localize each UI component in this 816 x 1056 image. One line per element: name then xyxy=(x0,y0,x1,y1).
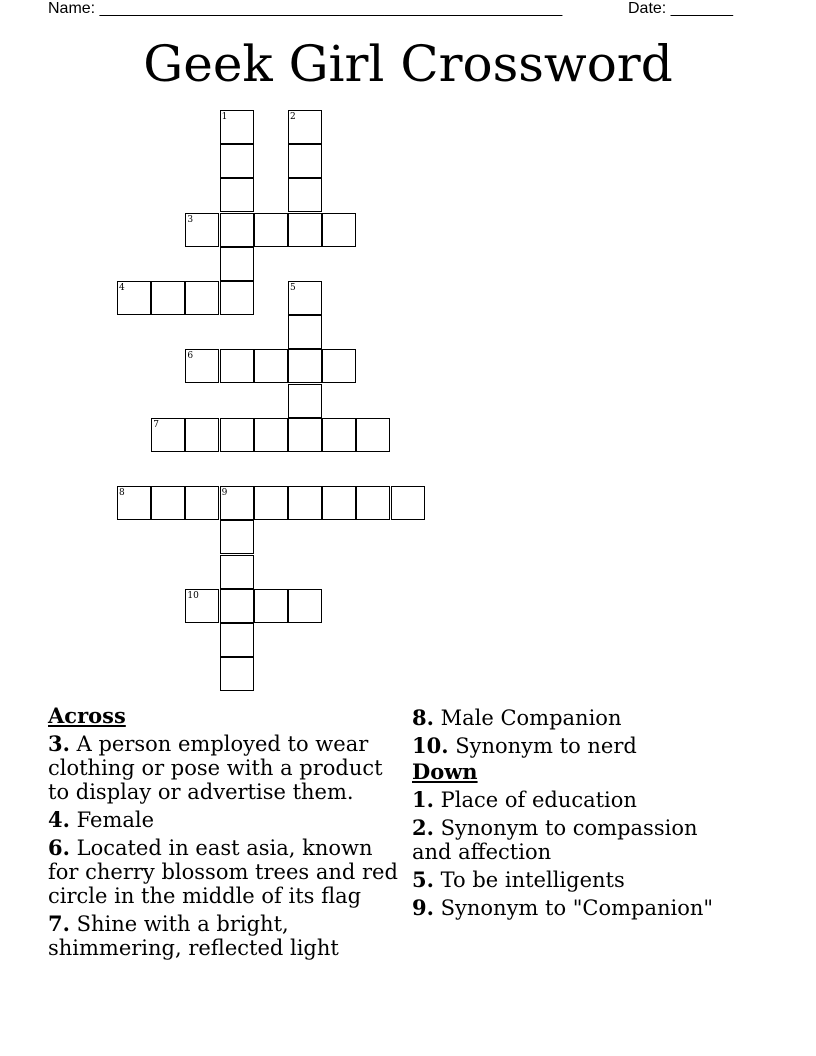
crossword-cell[interactable] xyxy=(322,213,356,247)
crossword-cell[interactable] xyxy=(220,657,254,691)
down-heading: Down xyxy=(412,759,478,784)
clue-item xyxy=(412,706,752,730)
down-clue-list xyxy=(412,788,752,920)
crossword-cell[interactable] xyxy=(220,349,254,383)
clue-text: Female xyxy=(76,808,155,832)
clues-right-column xyxy=(412,702,752,920)
crossword-cell[interactable] xyxy=(254,349,288,383)
clue-text: Place of education xyxy=(440,788,637,812)
clue-text: Located in east asia, known xyxy=(76,836,373,860)
clue-text: A person employed to wear xyxy=(76,732,369,756)
crossword-cell[interactable] xyxy=(185,281,219,315)
clue-text: circle in the middle of its flag xyxy=(48,884,362,908)
clue-item xyxy=(412,896,752,920)
crossword-cell[interactable] xyxy=(220,144,254,178)
clue-text-line xyxy=(412,840,752,864)
cell-number: 10 xyxy=(187,590,199,601)
clue-text: and affection xyxy=(412,840,552,864)
clue-text-line xyxy=(48,860,400,884)
date-field-label: Date: _______ xyxy=(628,0,733,17)
clue-text: Synonym to compassion xyxy=(440,816,698,840)
crossword-cell[interactable] xyxy=(322,486,356,520)
crossword-cell[interactable] xyxy=(288,486,322,520)
clue-number: 4. xyxy=(48,807,70,832)
crossword-cell[interactable] xyxy=(254,418,288,452)
clue-text-line xyxy=(48,756,400,780)
crossword-cell[interactable] xyxy=(185,418,219,452)
clue-item xyxy=(412,734,752,758)
clue-number: 9. xyxy=(412,895,434,920)
clues-left-column xyxy=(48,702,400,960)
clue-number: 1. xyxy=(412,787,434,812)
clue-item xyxy=(412,788,752,812)
crossword-cell[interactable] xyxy=(288,349,322,383)
clue-number: 8. xyxy=(412,705,434,730)
crossword-cell[interactable] xyxy=(220,178,254,212)
clue-text-line xyxy=(412,816,752,840)
cell-number: 6 xyxy=(187,351,194,362)
crossword-cell[interactable] xyxy=(220,418,254,452)
clue-text-line xyxy=(412,896,752,920)
crossword-cell[interactable] xyxy=(185,589,219,623)
clue-text-line xyxy=(412,706,752,730)
crossword-cell[interactable] xyxy=(220,520,254,554)
clue-text: Shine with a bright, xyxy=(76,912,289,936)
crossword-cell[interactable] xyxy=(288,315,322,349)
cell-number: 8 xyxy=(119,488,125,499)
crossword-cell[interactable] xyxy=(356,418,390,452)
crossword-cell[interactable] xyxy=(288,281,322,315)
clue-text: for cherry blossom trees and red xyxy=(48,860,398,884)
cell-number: 4 xyxy=(119,283,125,293)
clue-text: Synonym to "Companion" xyxy=(440,896,714,920)
clue-text-line xyxy=(48,884,400,908)
clue-text-line xyxy=(48,732,400,756)
crossword-cell[interactable] xyxy=(220,110,254,144)
cell-number: 3 xyxy=(187,214,194,225)
clue-text-line xyxy=(412,734,752,758)
crossword-cell[interactable] xyxy=(254,589,288,623)
clue-text: to display or advertise them. xyxy=(48,780,354,804)
crossword-cell[interactable] xyxy=(288,213,322,247)
clue-item xyxy=(412,816,752,864)
clue-number: 10. xyxy=(412,733,449,758)
across-heading: Across xyxy=(48,703,126,728)
crossword-cell[interactable] xyxy=(220,555,254,589)
clue-item xyxy=(412,868,752,892)
crossword-cell[interactable] xyxy=(391,486,425,520)
clue-text-line xyxy=(412,788,752,812)
clue-item xyxy=(48,912,400,960)
clue-text: To be intelligents xyxy=(440,868,625,892)
crossword-cell[interactable] xyxy=(151,281,185,315)
crossword-cell[interactable] xyxy=(288,178,322,212)
clue-number: 3. xyxy=(48,731,70,756)
crossword-cell[interactable] xyxy=(288,144,322,178)
page-title: Geek Girl Crossword xyxy=(143,35,673,93)
clue-number: 5. xyxy=(412,867,434,892)
name-field-label: Name: ____________________________________________________ xyxy=(48,0,563,17)
cell-number: 9 xyxy=(221,488,228,499)
cell-number: 5 xyxy=(290,283,296,293)
clue-text-line xyxy=(412,868,752,892)
crossword-cell[interactable] xyxy=(288,110,322,144)
crossword-cell[interactable] xyxy=(220,247,254,281)
crossword-cell[interactable] xyxy=(117,281,151,315)
across-clue-list-continued xyxy=(412,706,752,758)
clue-text-line xyxy=(48,936,400,960)
crossword-cell[interactable] xyxy=(220,213,254,247)
crossword-cell[interactable] xyxy=(288,589,322,623)
crossword-cell[interactable] xyxy=(117,486,151,520)
crossword-cell[interactable] xyxy=(220,281,254,315)
cell-number: 7 xyxy=(153,419,159,430)
across-clue-list xyxy=(48,732,400,960)
clue-number: 7. xyxy=(48,911,70,936)
clue-text-line xyxy=(48,780,400,804)
clue-text: Synonym to nerd xyxy=(455,734,637,758)
crossword-cell[interactable] xyxy=(185,213,219,247)
clue-item xyxy=(48,732,400,804)
clue-item xyxy=(48,808,400,832)
clue-item xyxy=(48,836,400,908)
clue-number: 2. xyxy=(412,815,434,840)
crossword-cell[interactable] xyxy=(322,349,356,383)
crossword-cell[interactable] xyxy=(151,418,185,452)
clue-text-line xyxy=(48,808,400,832)
cell-number: 1 xyxy=(221,112,228,122)
crossword-cell[interactable] xyxy=(185,349,219,383)
crossword-cell[interactable] xyxy=(254,213,288,247)
clue-text: shimmering, reflected light xyxy=(48,936,339,960)
clue-number: 6. xyxy=(48,835,70,860)
cell-number: 2 xyxy=(290,112,296,122)
crossword-cell[interactable] xyxy=(254,486,288,520)
crossword-cell[interactable] xyxy=(220,623,254,657)
crossword-cell[interactable] xyxy=(185,486,219,520)
crossword-cell[interactable] xyxy=(220,589,254,623)
clue-text: clothing or pose with a product xyxy=(48,756,383,780)
crossword-cell[interactable] xyxy=(288,384,322,418)
clue-text: Male Companion xyxy=(440,706,622,730)
crossword-cell[interactable] xyxy=(356,486,390,520)
crossword-cell[interactable] xyxy=(151,486,185,520)
crossword-cell[interactable] xyxy=(322,418,356,452)
crossword-cell[interactable] xyxy=(220,486,254,520)
clue-text-line xyxy=(48,836,400,860)
clue-text-line xyxy=(48,912,400,936)
crossword-cell[interactable] xyxy=(288,418,322,452)
